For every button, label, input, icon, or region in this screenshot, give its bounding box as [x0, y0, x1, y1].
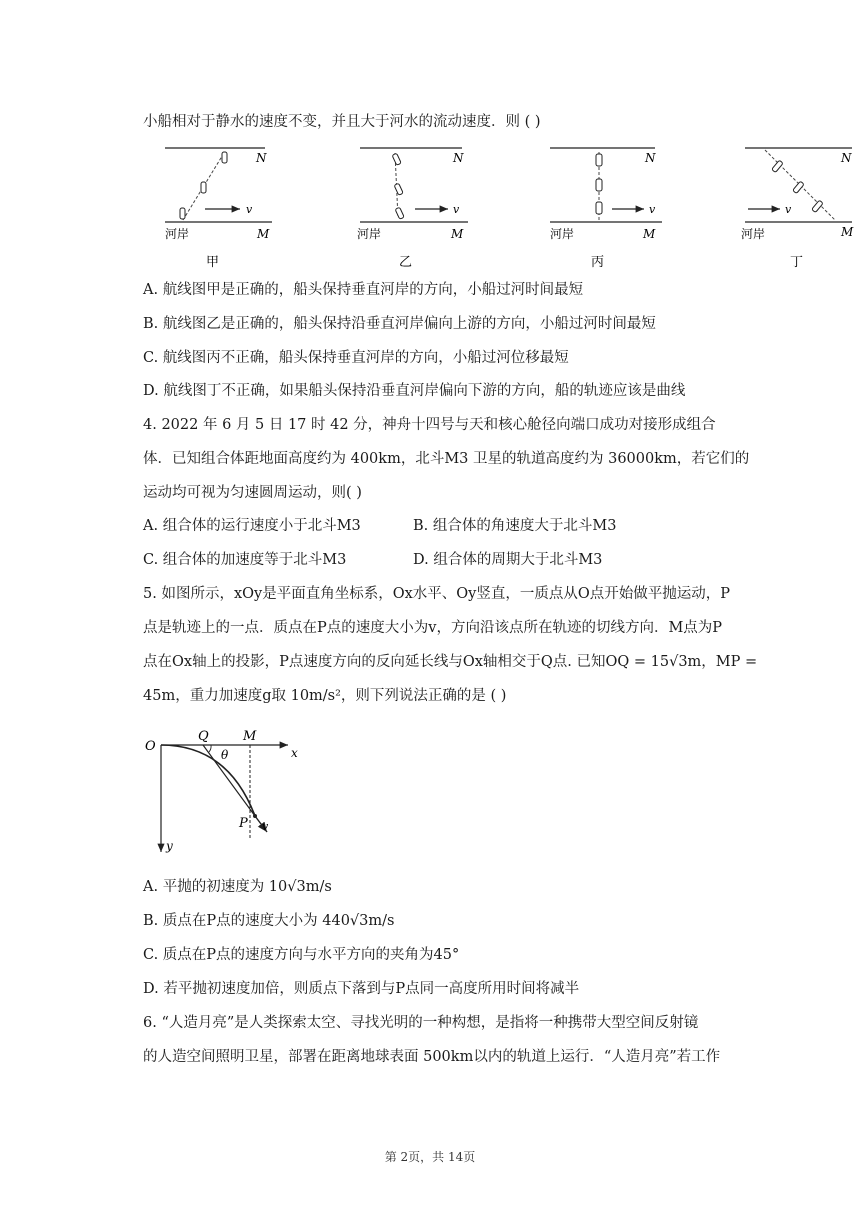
- q3-option-d: D. 航线图丁不正确，如果船头保持沿垂直河岸偏向下游的方向，船的轨迹应该是曲线: [143, 383, 686, 399]
- diagram-bing: [550, 148, 662, 270]
- n-label: N: [256, 151, 267, 165]
- q5-stem-line-2: 点是轨迹上的一点．质点在P点的速度大小为v，方向沿该点所在轨迹的切线方向．M点为P: [143, 620, 723, 636]
- diagram-yi: [357, 148, 468, 270]
- diagram-ding: [741, 148, 854, 270]
- velocity-label: v: [262, 820, 269, 833]
- q5-option-a: A. 平抛的初速度为 10√3m/s: [143, 879, 332, 895]
- bank-label: 河岸: [550, 227, 575, 241]
- q5-projectile-figure: [143, 728, 303, 858]
- q3-stem: 小船相对于静水的速度不变，并且大于河水的流动速度．则 ( ): [143, 114, 541, 130]
- q3-option-c: C. 航线图丙不正确，船头保持垂直河岸的方向，小船过河位移最短: [143, 350, 569, 366]
- v-label: v: [246, 203, 253, 216]
- q5-stem-line-4: 45m，重力加速度g取 10m/s²，则下列说法正确的是 ( ): [143, 688, 507, 704]
- q4-stem-line-1: 4. 2022 年 6 月 5 日 17 时 42 分，神舟十四号与天和核心舱径向端口成功对接形成组合: [143, 417, 716, 433]
- diagram-caption-bing: 丙: [591, 255, 605, 270]
- theta-label: θ: [221, 748, 229, 762]
- q4-option-b: B. 组合体的角速度大于北斗M3: [413, 518, 617, 534]
- q4-stem-line-2: 体．已知组合体距地面高度约为 400km，北斗M3 卫星的轨道高度约为 36000km，若它们的: [143, 451, 750, 467]
- q4-option-c: C. 组合体的加速度等于北斗M3: [143, 552, 347, 568]
- bank-label: 河岸: [165, 227, 190, 241]
- q4-stem-line-3: 运动均可视为匀速圆周运动，则( ): [143, 485, 362, 501]
- diagram-caption-jia: 甲: [206, 255, 220, 270]
- diagram-caption-yi: 乙: [399, 255, 413, 270]
- q-point-label: Q: [198, 729, 209, 744]
- p-point-label: P: [239, 816, 248, 831]
- m-label: M: [257, 227, 270, 241]
- m-label: M: [841, 225, 854, 239]
- bank-label: 河岸: [357, 227, 382, 241]
- m-label: M: [643, 227, 656, 241]
- n-label: N: [841, 151, 852, 165]
- q3-option-a: A. 航线图甲是正确的，船头保持垂直河岸的方向，小船过河时间最短: [143, 282, 584, 298]
- q5-option-b: B. 质点在P点的速度大小为 440√3m/s: [143, 913, 395, 929]
- n-label: N: [645, 151, 656, 165]
- q3-option-b: B. 航线图乙是正确的，船头保持沿垂直河岸偏向上游的方向，小船过河时间最短: [143, 316, 656, 332]
- v-label: v: [785, 203, 792, 216]
- diagram-caption-ding: 丁: [790, 255, 804, 270]
- n-label: N: [453, 151, 464, 165]
- m-point-label: M: [243, 729, 257, 744]
- v-label: v: [649, 203, 656, 216]
- q6-stem-line-2: 的人造空间照明卫星，部署在距离地球表面 500km以内的轨道上运行．“人造月亮”若工作: [143, 1049, 721, 1065]
- q5-option-c: C. 质点在P点的速度方向与水平方向的夹角为45°: [143, 947, 460, 963]
- q3-boat-diagrams: [0, 140, 860, 280]
- q6-stem-line-1: 6. “人造月亮”是人类探索太空、寻找光明的一种构想，是指将一种携带大型空间反射镜: [143, 1015, 699, 1031]
- page-footer: 第 2页，共 14页: [384, 1150, 476, 1164]
- v-label: v: [453, 203, 460, 216]
- q4-option-a: A. 组合体的运行速度小于北斗M3: [143, 518, 361, 534]
- q5-stem-line-1: 5. 如图所示，xOy是平面直角坐标系，Ox水平、Oy竖直，一质点从O点开始做平抛运动，P: [143, 586, 730, 602]
- m-label: M: [451, 227, 464, 241]
- y-axis-label: y: [166, 839, 173, 853]
- origin-label: O: [145, 739, 156, 754]
- diagram-jia: [165, 148, 272, 270]
- q5-option-d: D. 若平抛初速度加倍，则质点下落到与P点同一高度所用时间将减半: [143, 981, 580, 997]
- q4-option-d: D. 组合体的周期大于北斗M3: [413, 552, 603, 568]
- q5-stem-line-3: 点在Ox轴上的投影，P点速度方向的反向延长线与Ox轴相交于Q点. 已知OQ = 15√3m，MP =: [143, 654, 758, 670]
- bank-label: 河岸: [741, 227, 766, 241]
- x-axis-label: x: [291, 746, 298, 760]
